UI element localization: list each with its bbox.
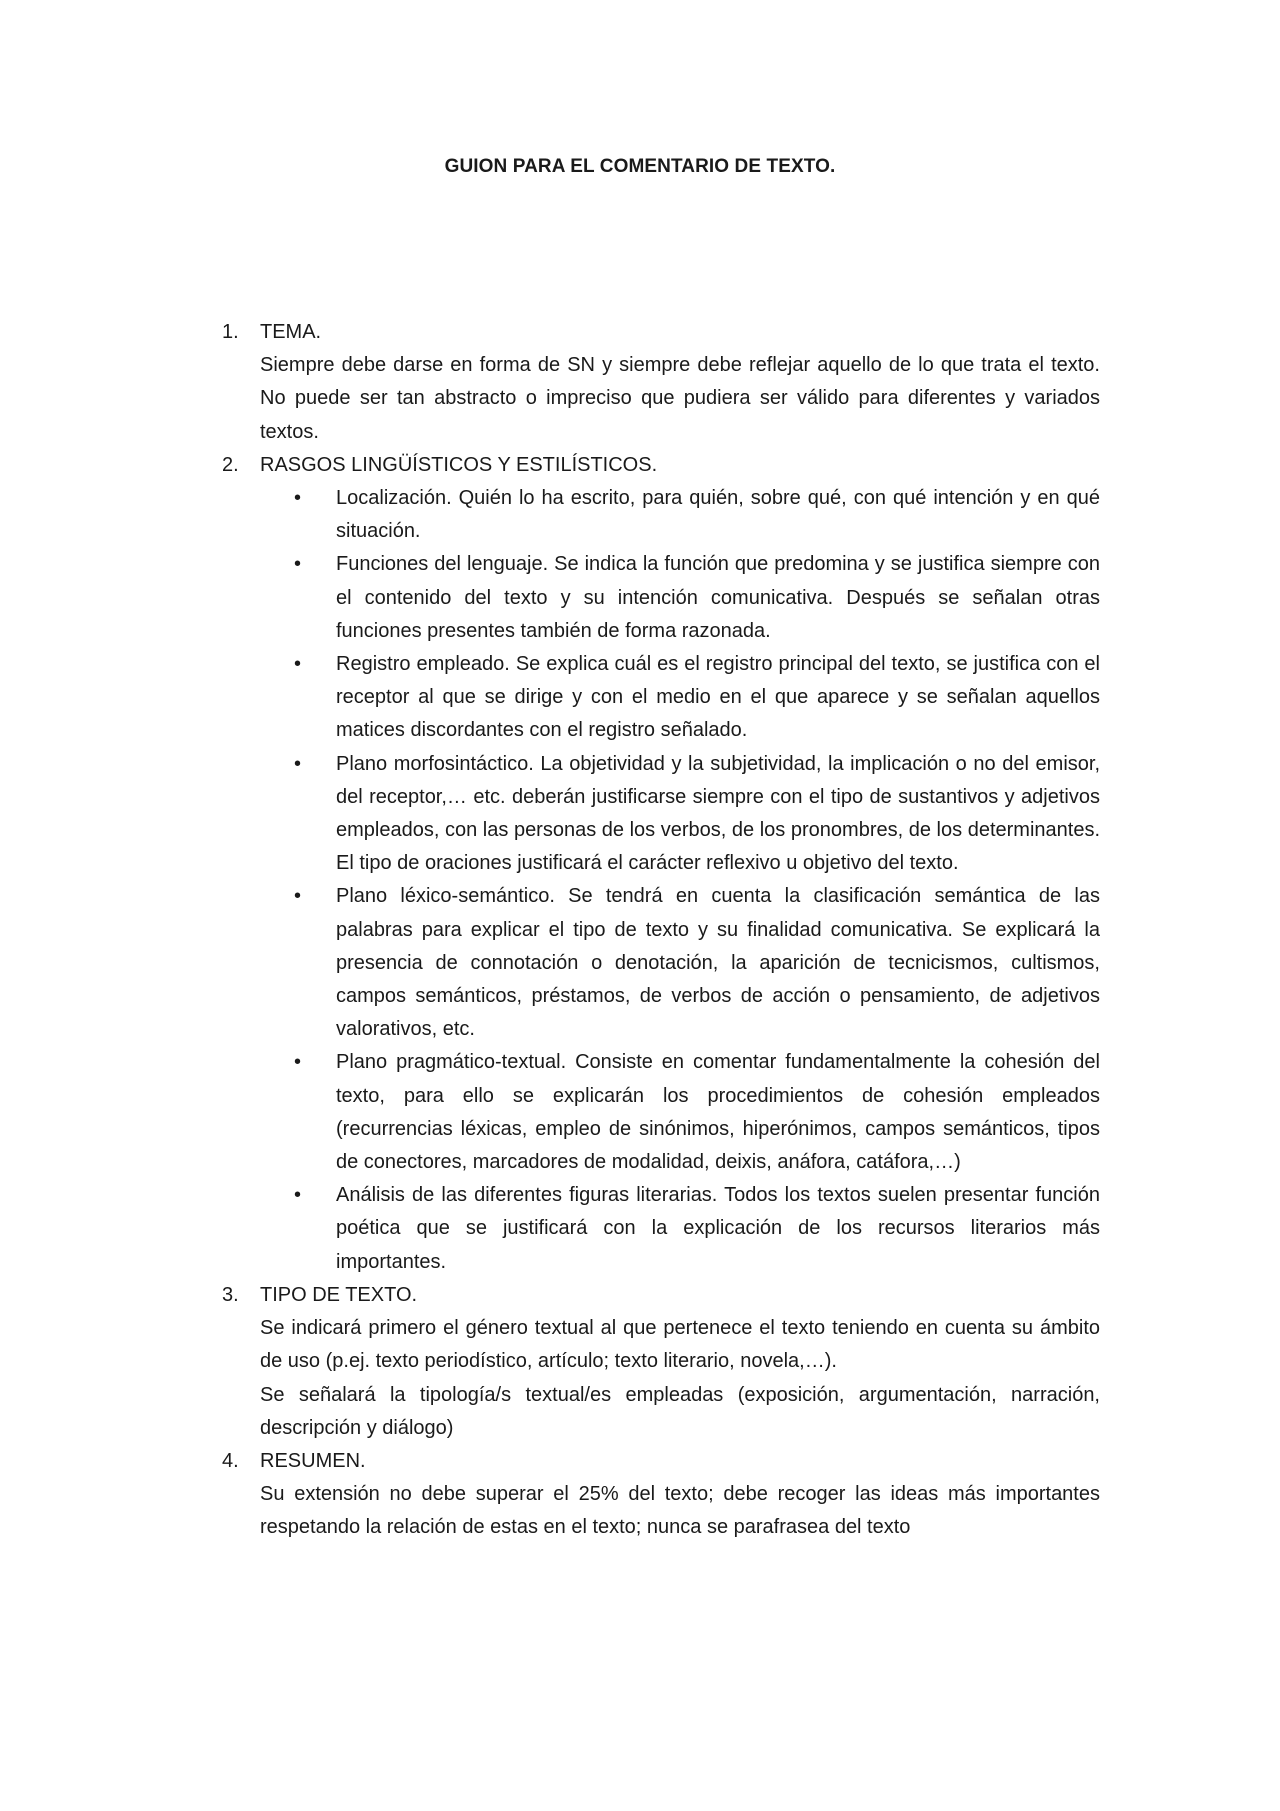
bullet-icon: •	[294, 653, 302, 676]
list-item	[260, 1046, 1100, 1179]
list-item-text: Funciones del lenguaje. Se indica la función que predomina y se justifica siempre con el contenido del texto y su intención comunicativa. Después se señalan otras funciones presentes también de forma razonada.	[336, 553, 1100, 642]
section-paragraph: Se indicará primero el género textual al que pertenece el texto teniendo en cuenta su ámbito de uso (p.ej. texto periodístico, artículo; texto literario, novela,…).	[260, 1317, 1100, 1373]
section-heading: TIPO DE TEXTO.	[260, 1283, 418, 1306]
bullet-icon: •	[294, 752, 302, 775]
list-item-text: Análisis de las diferentes figuras literarias. Todos los textos suelen presentar función poética que se justificará con la explicación de los recursos literarios más importantes.	[336, 1184, 1100, 1273]
section-heading: TEMA.	[260, 321, 322, 343]
list-item-text: Plano léxico-semántico. Se tendrá en cuenta la clasificación semántica de las palabras para explicar el tipo de texto y su finalidad comunicativa. Se explicará la presencia de connotación o denotación, la aparición de tecnicismos, cultismos, campos semánticos, préstamos, de verbos de acción o pensamiento, de adjetivos valorativos, etc.	[336, 885, 1100, 1041]
list-item	[260, 548, 1100, 648]
list-item-text: Registro empleado. Se explica cuál es el registro principal del texto, se justifica con el receptor al que se dirige y con el medio en el que aparece y se señalan aquellos matices discordantes con el registro señalado.	[336, 653, 1100, 742]
section-number: 2.	[222, 453, 239, 476]
list-item	[260, 1179, 1100, 1279]
section-number: 4.	[222, 1449, 239, 1472]
section-number: 3.	[222, 1283, 239, 1306]
section-rasgos	[222, 449, 1100, 1279]
document-title: GUION PARA EL COMENTARIO DE TEXTO.	[444, 156, 836, 177]
bullet-icon: •	[294, 885, 302, 908]
bullet-icon: •	[294, 1051, 302, 1074]
list-item-text: Localización. Quién lo ha escrito, para quién, sobre qué, con qué intención y en qué situación.	[336, 487, 1100, 543]
section-tipo-de-texto	[222, 1279, 1100, 1445]
list-item	[260, 748, 1100, 881]
bullet-icon: •	[294, 553, 302, 576]
section-number: 1.	[222, 321, 239, 343]
bullet-list	[260, 482, 1100, 1279]
list-item	[260, 880, 1100, 1046]
list-item-text: Plano pragmático-textual. Consiste en comentar fundamentalmente la cohesión del texto, para ello se explicarán los procedimientos de cohesión empleados (recurrencias léxicas, empleo de sinónimos, hiperónimos, campos semánticos, tipos de conectores, marcadores de modalidad, deixis, anáfora, catáfora,…)	[336, 1051, 1100, 1174]
list-item	[260, 648, 1100, 748]
section-paragraph: Se señalará la tipología/s textual/es empleadas (exposición, argumentación, narración, descripción y diálogo)	[260, 1383, 1100, 1439]
list-item-text: Plano morfosintáctico. La objetividad y la subjetividad, la implicación o no del emisor, del receptor,… etc. deberán justificarse siempre con el tipo de sustantivos y adjetivos empleados, con las personas de los verbos, de los pronombres, de los determinantes. El tipo de oraciones justificará el carácter reflexivo u objetivo del texto.	[336, 752, 1100, 875]
section-heading: RASGOS LINGÜÍSTICOS Y ESTILÍSTICOS.	[260, 453, 658, 476]
section-paragraph: Su extensión no debe superar el 25% del texto; debe recoger las ideas más importantes respetando la relación de estas en el texto; nunca se parafrasea del texto	[260, 1483, 1100, 1539]
list-item	[260, 482, 1100, 548]
bullet-icon: •	[294, 1184, 302, 1207]
section-resumen	[222, 1445, 1100, 1545]
bullet-icon: •	[294, 487, 302, 510]
section-tema	[222, 316, 1100, 449]
section-heading: RESUMEN.	[260, 1449, 366, 1472]
section-paragraph: Siempre debe darse en forma de SN y siempre debe reflejar aquello de lo que trata el texto. No puede ser tan abstracto o impreciso que pudiera ser válido para diferentes y variados textos.	[260, 354, 1100, 443]
document-body	[222, 316, 1100, 1545]
